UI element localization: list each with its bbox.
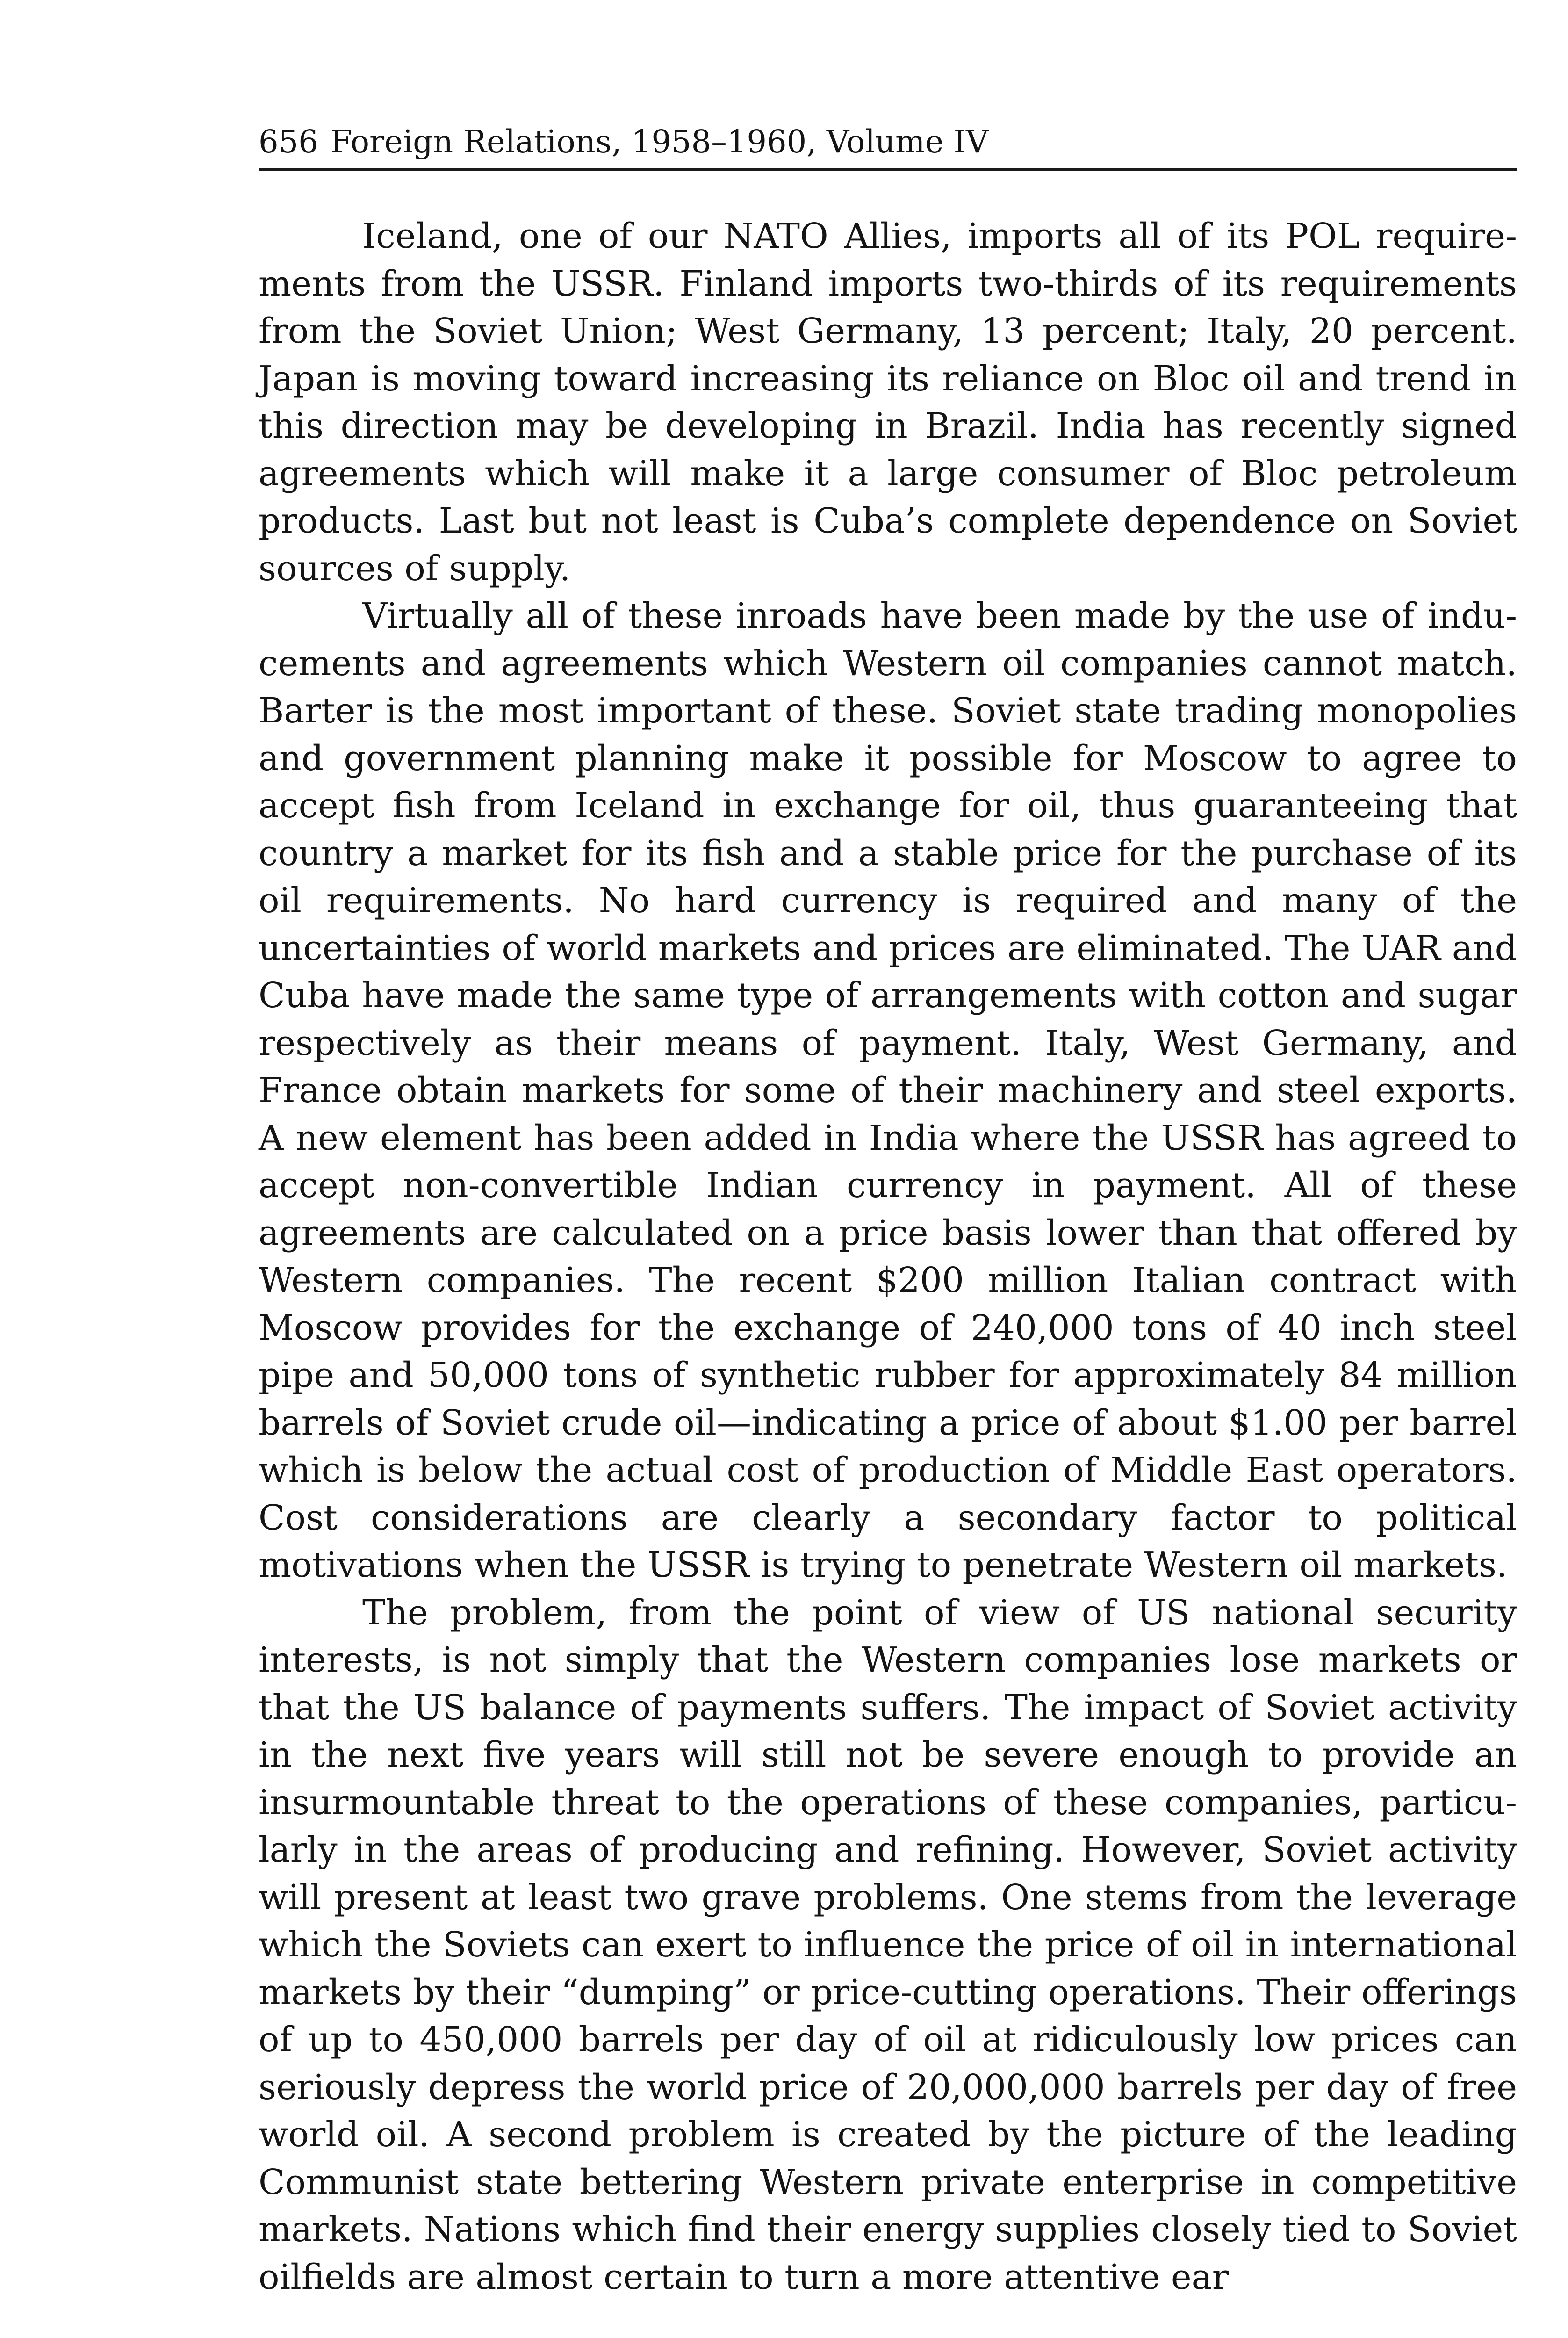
paragraph: Virtually all of these inroads have been made by the use of inducements and agreements which Western oil companies cannot match. Barter is the most important of these. Soviet state trading monopolies and government planning make it possible for Moscow to agree to accept fish from Iceland in exchange for oil, thus guaranteeing that country a market for its fish and a stable price for the purchase of its oil requirements. No hard currency is required and many of the uncertainties of world markets and prices are eliminated. The UAR and Cuba have made the same type of arrangements with cotton and sugar respectively as their means of payment. Italy, West Germany, and France obtain markets for some of their machinery and steel exports. A new element has been added in India where the USSR has agreed to accept non-convertible Indian currency in payment. All of these agreements are calculated on a price basis lower than that offered by Western companies. The recent $200 million Italian contract with Moscow provides for the exchange of 240,000 tons of 40 inch steel pipe and 50,000 tons of synthetic rubber for approximately 84 million barrels of Soviet crude oil—indicating a price of about $1.00 per barrel which is below the actual cost of production of Middle East operators. Cost considerations are clearly a secondary factor to political motivations when the USSR is trying to penetrate Western oil markets. xyxy=(259,596,1517,1585)
body-text xyxy=(259,213,1517,2301)
running-header xyxy=(259,116,1517,171)
running-title: Foreign Relations, 1958–1960, Volume IV xyxy=(330,123,989,160)
page-number: 656 xyxy=(259,123,318,160)
paragraph: Iceland, one of our NATO Allies, imports all of its POL requirements from the USSR. Finland imports two-thirds of its requirements from the Soviet Union; West Germany, 13 percent; Italy, 20 percent. Japan is moving toward increasing its reliance on Bloc oil and trend in this direction may be developing in Brazil. India has recently signed agreements which will make it a large consumer of Bloc petroleum products. Last but not least is Cuba’s complete dependence on Soviet sources of supply. xyxy=(259,216,1517,589)
paragraph: The problem, from the point of view of US national security interests, is not simply that the Western companies lose markets or that the US balance of payments suffers. The impact of Soviet activity in the next five years will still not be severe enough to provide an insurmountable threat to the operations of these companies, particularly in the areas of producing and refining. However, Soviet activity will present at least two grave problems. One stems from the leverage which the Soviets can exert to influence the price of oil in international markets by their “dumping” or price-cutting operations. Their offerings of up to 450,000 barrels per day of oil at ridiculously low prices can seriously depress the world price of 20,000,000 barrels per day of free world oil. A second problem is created by the picture of the leading Communist state bettering Western private enterprise in competitive markets. Nations which find their energy supplies closely tied to Soviet oilfields are almost certain to turn a more attentive ear xyxy=(259,1592,1517,2297)
